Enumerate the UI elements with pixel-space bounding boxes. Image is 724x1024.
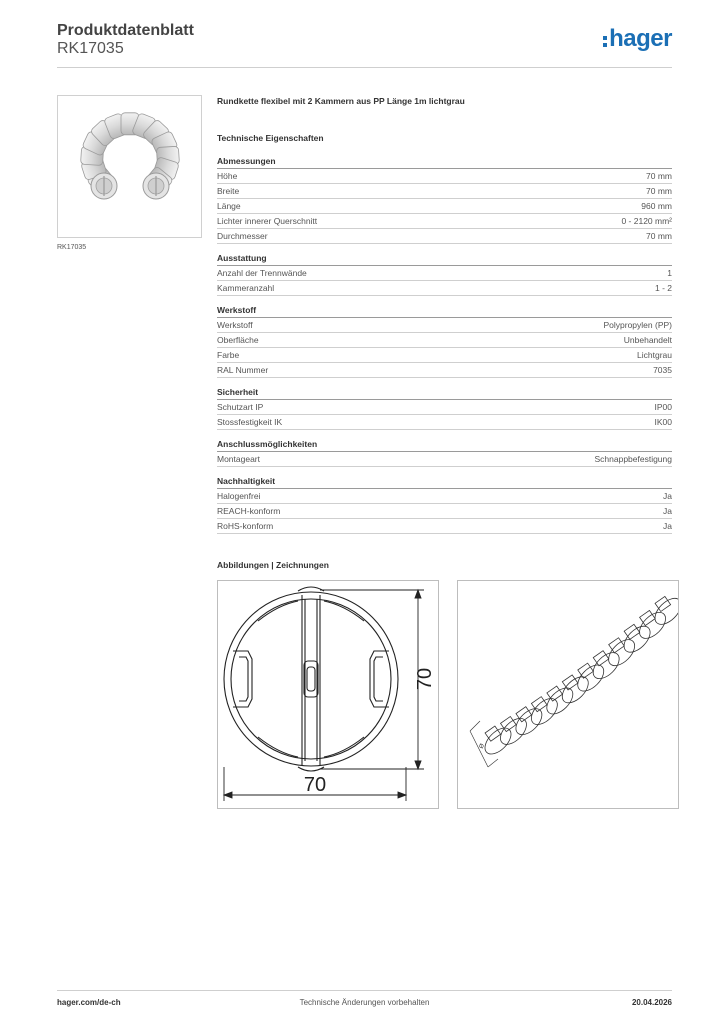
cable-chain-image xyxy=(58,96,201,237)
perspective-segment xyxy=(650,594,678,629)
perspective-drawing xyxy=(457,580,679,809)
property-label: Stossfestigkeit IK xyxy=(217,417,283,427)
property-value: Unbehandelt xyxy=(623,335,672,345)
cross-section-drawing xyxy=(217,580,439,809)
property-value: Polypropylen (PP) xyxy=(603,320,672,330)
property-label: Durchmesser xyxy=(217,231,268,241)
dimension-height: 70 xyxy=(414,667,436,691)
property-row xyxy=(217,348,672,363)
dimension-width: 70 xyxy=(303,774,327,796)
property-row xyxy=(217,214,672,229)
perspective-segment xyxy=(635,608,670,643)
property-value: 1 - 2 xyxy=(654,283,672,293)
perspective-segment xyxy=(527,694,562,729)
header-divider xyxy=(57,67,672,68)
hager-logo xyxy=(603,26,672,52)
property-row xyxy=(217,333,672,348)
section-3 xyxy=(217,387,672,430)
property-value: 70 mm xyxy=(646,231,672,241)
section-title: Sicherheit xyxy=(217,387,672,400)
section-1 xyxy=(217,253,672,296)
property-label: Schutzart IP xyxy=(217,402,264,412)
product-description: Rundkette flexibel mit 2 Kammern aus PP Länge 1m lichtgrau xyxy=(217,96,465,106)
property-label: REACH-konform xyxy=(217,506,281,516)
property-value: Ja xyxy=(663,491,672,501)
footer-note: Technische Änderungen vorbehalten xyxy=(299,998,430,1007)
property-label: RAL Nummer xyxy=(217,365,269,375)
section-4 xyxy=(217,439,672,467)
property-row xyxy=(217,184,672,199)
section-title: Werkstoff xyxy=(217,305,672,318)
perspective-segment xyxy=(542,683,577,718)
section-title: Anschlussmöglichkeiten xyxy=(217,439,672,452)
cross-section-svg xyxy=(218,581,438,808)
property-value: Ja xyxy=(663,506,672,516)
property-value: Schnappbefestigung xyxy=(594,454,672,464)
section-5 xyxy=(217,476,672,534)
property-label: Kammeranzahl xyxy=(217,283,275,293)
property-label: Montageart xyxy=(217,454,260,464)
property-row xyxy=(217,266,672,281)
section-title: Nachhaltigkeit xyxy=(217,476,672,489)
property-label: Oberfläche xyxy=(217,335,259,345)
property-value: 960 mm xyxy=(641,201,672,211)
property-value: 7035 xyxy=(653,365,672,375)
property-row xyxy=(217,318,672,333)
perspective-segment xyxy=(604,635,639,670)
property-row xyxy=(217,452,672,467)
perspective-segment xyxy=(619,622,654,657)
property-value: 70 mm xyxy=(646,171,672,181)
section-0 xyxy=(217,156,672,244)
property-row xyxy=(217,229,672,244)
drawings-title: Abbildungen | Zeichnungen xyxy=(217,560,329,570)
chain-perspective-svg xyxy=(458,581,678,808)
property-row xyxy=(217,489,672,504)
property-label: Höhe xyxy=(217,171,238,181)
property-row xyxy=(217,519,672,534)
properties-table xyxy=(217,156,672,534)
property-label: RoHS-konform xyxy=(217,521,274,531)
property-row xyxy=(217,400,672,415)
property-value: Lichtgrau xyxy=(637,350,672,360)
section-title: Ausstattung xyxy=(217,253,672,266)
product-photo xyxy=(57,95,202,238)
technical-properties-title: Technische Eigenschaften xyxy=(217,133,324,143)
property-label: Anzahl der Trennwände xyxy=(217,268,307,278)
section-title: Abmessungen xyxy=(217,156,672,169)
property-row xyxy=(217,415,672,430)
property-label: Werkstoff xyxy=(217,320,253,330)
property-value: 1 xyxy=(667,268,672,278)
footer-website-link[interactable]: hager.com/de-ch xyxy=(57,998,121,1007)
property-label: Länge xyxy=(217,201,241,211)
property-value: Ja xyxy=(663,521,672,531)
footer-divider xyxy=(57,990,672,991)
photo-caption: RK17035 xyxy=(57,244,87,251)
property-row xyxy=(217,504,672,519)
logo-text: hager xyxy=(609,25,672,52)
property-value: 70 mm xyxy=(646,186,672,196)
property-value: 0 - 2120 mm² xyxy=(621,216,672,226)
property-label: Breite xyxy=(217,186,240,196)
property-label: Farbe xyxy=(217,350,240,360)
product-details xyxy=(217,96,672,534)
svg-text:Ø: Ø xyxy=(478,742,487,750)
property-row xyxy=(217,169,672,184)
property-value: IK00 xyxy=(654,417,672,427)
property-row xyxy=(217,363,672,378)
document-title: Produktdatenblatt xyxy=(57,22,194,39)
property-value: IP00 xyxy=(654,402,672,412)
page-header xyxy=(57,20,672,70)
article-number: RK17035 xyxy=(57,40,124,57)
logo-dots-icon xyxy=(603,36,607,47)
footer-date: 20.04.2026 xyxy=(631,998,672,1007)
property-label: Lichter innerer Querschnitt xyxy=(217,216,318,226)
property-label: Halogenfrei xyxy=(217,491,261,501)
perspective-segment xyxy=(558,672,593,707)
property-row xyxy=(217,281,672,296)
section-2 xyxy=(217,305,672,378)
property-row xyxy=(217,199,672,214)
